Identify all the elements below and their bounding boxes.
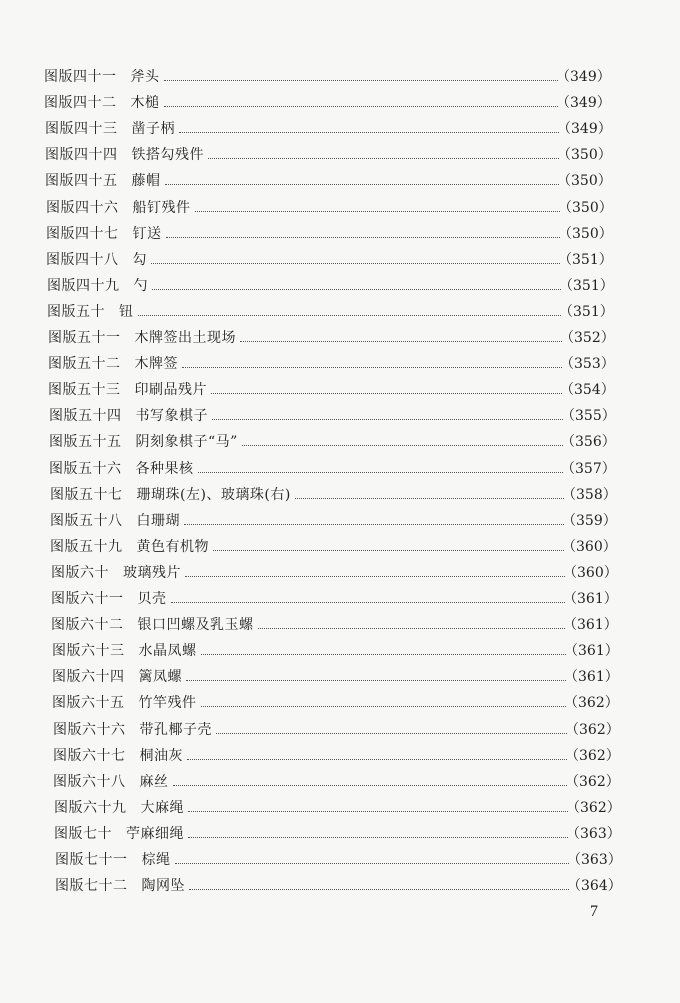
dot-leader (185, 576, 565, 577)
toc-entry (0, 379, 680, 401)
plate-title: 珊瑚珠(左)、玻璃珠(右) (136, 486, 291, 503)
plate-title: 阴刻象棋子“马” (135, 434, 238, 451)
toc-entry (0, 458, 680, 480)
page-reference: （349） (556, 95, 611, 112)
page-reference: （351） (559, 277, 614, 294)
toc-entry (0, 170, 680, 192)
dot-leader (151, 263, 560, 264)
page-reference: （361） (563, 617, 618, 634)
toc-entry (0, 562, 680, 584)
plate-number: 图版五十九 (50, 538, 123, 555)
dot-leader (171, 602, 566, 603)
toc-entry (0, 823, 680, 845)
dot-leader (195, 211, 561, 212)
plate-number: 图版五十三 (48, 382, 121, 399)
plate-title: 白珊瑚 (136, 512, 180, 529)
plate-title: 藤帽 (131, 173, 161, 190)
plate-title: 麻丝 (139, 773, 169, 790)
plate-number: 图版五十 (47, 303, 105, 320)
toc-entry (0, 249, 680, 271)
page-reference: （360） (562, 538, 617, 555)
dot-leader (138, 315, 562, 316)
dot-leader (152, 289, 561, 290)
plate-number: 图版四十二 (44, 95, 117, 112)
plate-number: 图版七十二 (55, 878, 128, 895)
page-reference: （351） (558, 251, 613, 268)
plate-title: 凿子柄 (131, 121, 175, 138)
page-reference: （349） (556, 69, 611, 85)
plate-number: 图版五十二 (48, 356, 121, 373)
page-reference: （350） (557, 147, 612, 164)
plate-title: 斧头 (130, 69, 160, 85)
page-reference: （350） (558, 199, 613, 216)
page-reference: （357） (561, 460, 616, 477)
plate-number: 图版四十七 (46, 225, 119, 242)
plate-number: 图版五十五 (49, 434, 122, 451)
plate-number: 图版六十二 (51, 617, 124, 634)
page-reference: （364） (567, 878, 622, 895)
plate-title: 钮 (119, 303, 134, 320)
page-reference: （361） (564, 643, 619, 660)
page-number: 7 (590, 903, 598, 920)
toc-entry (0, 118, 680, 140)
dot-leader (187, 759, 567, 760)
dot-leader (165, 184, 560, 185)
plate-number: 图版四十一 (44, 69, 117, 85)
plate-number: 图版四十四 (45, 147, 118, 164)
plate-number: 图版六十八 (53, 773, 126, 790)
page-reference: （358） (562, 486, 617, 503)
toc-entry (0, 484, 680, 506)
toc-entry (0, 301, 680, 323)
dot-leader (186, 680, 566, 681)
toc-entry (0, 353, 680, 375)
toc-entry (0, 223, 680, 245)
toc-entry (0, 92, 680, 114)
toc-entry (0, 66, 680, 88)
dot-leader (201, 654, 567, 655)
page-reference: （354） (560, 382, 615, 399)
dot-leader (242, 445, 563, 446)
dot-leader (295, 498, 564, 499)
plate-number: 图版六十三 (52, 643, 125, 660)
plate-number: 图版四十八 (46, 251, 119, 268)
plate-number: 图版六十一 (51, 591, 124, 607)
page-reference: （362） (564, 695, 619, 712)
plate-number: 图版七十一 (55, 852, 128, 868)
plate-title: 贝壳 (137, 591, 167, 607)
toc-entry (0, 771, 680, 793)
plate-title: 木槌 (130, 95, 160, 112)
dot-leader (212, 419, 563, 420)
toc-entry (0, 875, 680, 897)
plate-number: 图版四十六 (46, 199, 119, 216)
page-reference: （362） (566, 799, 621, 816)
dot-leader (201, 706, 567, 707)
dot-leader (258, 628, 566, 629)
page-reference: （350） (557, 173, 612, 190)
plate-title: 书写象棋子 (135, 408, 208, 425)
toc-entry (0, 849, 680, 871)
plate-number: 图版六十五 (52, 695, 125, 712)
dot-leader (164, 106, 559, 107)
plate-title: 大麻绳 (140, 799, 184, 816)
page-reference: （362） (565, 721, 620, 738)
dot-leader (166, 237, 561, 238)
plate-number: 图版五十四 (49, 408, 122, 425)
toc-entry (0, 797, 680, 819)
dot-leader (208, 158, 559, 159)
dot-leader (179, 132, 559, 133)
plate-title: 印刷品残片 (134, 382, 207, 399)
plate-title: 铁搭勾残件 (131, 147, 204, 164)
toc-entry (0, 197, 680, 219)
plate-title: 水晶凤螺 (138, 643, 197, 660)
plate-number: 图版五十六 (49, 460, 122, 477)
dot-leader (173, 785, 568, 786)
dot-leader (182, 367, 562, 368)
toc-entry (0, 405, 680, 427)
plate-number: 图版四十五 (45, 173, 118, 190)
page-reference: （351） (559, 303, 614, 320)
plate-number: 图版五十七 (50, 486, 123, 503)
plate-title: 勾 (132, 251, 147, 268)
plate-number: 图版七十 (54, 825, 112, 842)
page-reference: （362） (565, 773, 620, 790)
plate-title: 带孔椰子壳 (139, 721, 212, 738)
page-reference: （359） (562, 512, 617, 529)
plate-title: 银口凹螺及乳玉螺 (137, 617, 254, 634)
page-reference: （361） (563, 591, 618, 607)
page-reference: （350） (558, 225, 613, 242)
plate-title: 黄色有机物 (136, 538, 209, 555)
toc-entry (0, 719, 680, 741)
dot-leader (198, 472, 564, 473)
plate-number: 图版六十六 (53, 721, 126, 738)
plate-title: 苧麻细绳 (126, 825, 184, 842)
plate-title: 桐油灰 (139, 747, 183, 764)
plate-title: 各种果核 (135, 460, 194, 477)
toc-entry (0, 536, 680, 558)
toc-entry (0, 666, 680, 688)
toc-entry (0, 692, 680, 714)
plate-number: 图版六十四 (52, 669, 125, 686)
toc-entry (0, 431, 680, 453)
plate-number: 图版五十八 (50, 512, 123, 529)
toc-entry (0, 745, 680, 767)
toc-entry (0, 327, 680, 349)
toc-entry (0, 144, 680, 166)
plate-title: 玻璃残片 (123, 564, 181, 581)
plate-title: 钉送 (132, 225, 162, 242)
dot-leader (213, 550, 564, 551)
page-reference: （361） (564, 669, 619, 686)
plate-title: 棕绳 (141, 852, 171, 868)
plate-title: 勺 (133, 277, 148, 294)
plate-number: 图版六十九 (54, 799, 127, 816)
dot-leader (175, 863, 570, 864)
page-reference: （362） (565, 747, 620, 764)
toc-entry (0, 640, 680, 662)
dot-leader (216, 733, 567, 734)
toc-entry (0, 588, 680, 610)
toc-entry (0, 275, 680, 297)
plate-number: 图版四十三 (45, 121, 118, 138)
page-reference: （352） (560, 330, 615, 346)
dot-leader (188, 811, 568, 812)
plate-title: 木牌签出土现场 (134, 330, 236, 346)
dot-leader (189, 889, 569, 890)
page-reference: （353） (560, 356, 615, 373)
dot-leader (240, 341, 562, 342)
plate-title: 陶网坠 (141, 878, 185, 895)
page-reference: （355） (561, 408, 616, 425)
plate-number: 图版六十 (51, 564, 109, 581)
plate-number: 图版四十九 (47, 277, 120, 294)
plate-title: 木牌签 (134, 356, 178, 373)
dot-leader (211, 393, 562, 394)
plate-number: 图版五十一 (48, 330, 121, 346)
dot-leader (164, 80, 559, 81)
page-reference: （363） (567, 852, 622, 868)
plate-title: 竹竿残件 (138, 695, 197, 712)
plate-title: 篱凤螺 (138, 669, 182, 686)
toc-entry (0, 510, 680, 532)
page-reference: （360） (563, 564, 618, 581)
dot-leader (184, 524, 564, 525)
page-reference: （363） (566, 825, 621, 842)
plate-number: 图版六十七 (53, 747, 126, 764)
page-reference: （356） (561, 434, 616, 451)
toc-entry (0, 614, 680, 636)
plate-title: 船钉残件 (132, 199, 191, 216)
page-reference: （349） (557, 121, 612, 138)
dot-leader (188, 837, 568, 838)
